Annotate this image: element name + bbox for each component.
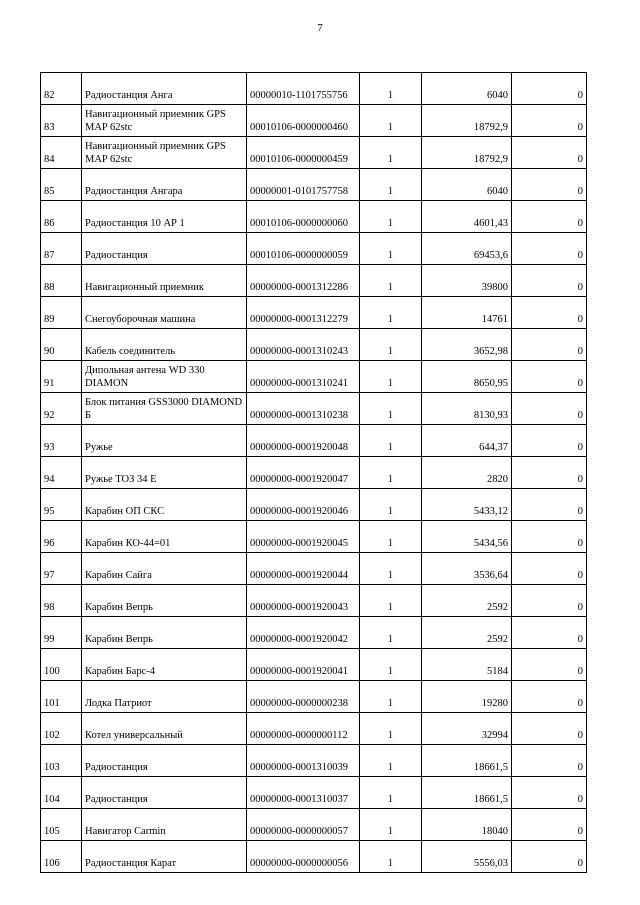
row-number-cell: 102 xyxy=(41,713,82,745)
item-name-cell: Радиостанция Анга xyxy=(82,73,247,105)
residual-value-cell: 0 xyxy=(512,841,587,873)
residual-value-cell: 0 xyxy=(512,73,587,105)
row-number-cell: 98 xyxy=(41,585,82,617)
inventory-code-cell: 00000000-0001920048 xyxy=(247,425,360,457)
quantity-cell: 1 xyxy=(360,393,422,425)
residual-value-cell: 0 xyxy=(512,329,587,361)
row-number-cell: 87 xyxy=(41,233,82,265)
inventory-code-cell: 00000000-0000000238 xyxy=(247,681,360,713)
inventory-code-cell: 00000000-0001310039 xyxy=(247,745,360,777)
quantity-cell: 1 xyxy=(360,329,422,361)
inventory-code-cell: 00000000-0001920046 xyxy=(247,489,360,521)
table-row xyxy=(41,73,587,105)
residual-value-cell: 0 xyxy=(512,585,587,617)
amount-cell: 69453,6 xyxy=(422,233,512,265)
residual-value-cell: 0 xyxy=(512,649,587,681)
inventory-table xyxy=(40,72,587,873)
residual-value-cell: 0 xyxy=(512,745,587,777)
table-row xyxy=(41,297,587,329)
item-name-cell: Котел универсальный xyxy=(82,713,247,745)
item-name-cell: Радиостанция xyxy=(82,233,247,265)
residual-value-cell: 0 xyxy=(512,425,587,457)
item-name-cell: Карабин Вепрь xyxy=(82,617,247,649)
table-row xyxy=(41,169,587,201)
page-number: 7 xyxy=(317,22,323,34)
table-row xyxy=(41,329,587,361)
amount-cell: 6040 xyxy=(422,73,512,105)
row-number-cell: 95 xyxy=(41,489,82,521)
item-name-cell: Радиостанция 10 АР 1 xyxy=(82,201,247,233)
quantity-cell: 1 xyxy=(360,297,422,329)
table-row xyxy=(41,777,587,809)
row-number-cell: 86 xyxy=(41,201,82,233)
table-row xyxy=(41,521,587,553)
amount-cell: 18792,9 xyxy=(422,105,512,137)
row-number-cell: 104 xyxy=(41,777,82,809)
item-name-cell: Карабин ОП СКС xyxy=(82,489,247,521)
inventory-code-cell: 00000000-0001920042 xyxy=(247,617,360,649)
table-row xyxy=(41,265,587,297)
row-number-cell: 83 xyxy=(41,105,82,137)
inventory-table-body xyxy=(41,73,587,873)
row-number-cell: 101 xyxy=(41,681,82,713)
item-name-cell: Карабин Сайга xyxy=(82,553,247,585)
row-number-cell: 93 xyxy=(41,425,82,457)
inventory-code-cell: 00000000-0000000056 xyxy=(247,841,360,873)
residual-value-cell: 0 xyxy=(512,137,587,169)
amount-cell: 5434,56 xyxy=(422,521,512,553)
inventory-code-cell: 00010106-0000000459 xyxy=(247,137,360,169)
residual-value-cell: 0 xyxy=(512,521,587,553)
inventory-code-cell: 00000000-0000000112 xyxy=(247,713,360,745)
quantity-cell: 1 xyxy=(360,809,422,841)
residual-value-cell: 0 xyxy=(512,809,587,841)
quantity-cell: 1 xyxy=(360,489,422,521)
quantity-cell: 1 xyxy=(360,713,422,745)
row-number-cell: 84 xyxy=(41,137,82,169)
table-row xyxy=(41,649,587,681)
inventory-code-cell: 00000001-0101757758 xyxy=(247,169,360,201)
inventory-code-cell: 00010106-0000000460 xyxy=(247,105,360,137)
quantity-cell: 1 xyxy=(360,745,422,777)
amount-cell: 8650,95 xyxy=(422,361,512,393)
item-name-cell: Навигатор Carmin xyxy=(82,809,247,841)
row-number-cell: 85 xyxy=(41,169,82,201)
amount-cell: 644,37 xyxy=(422,425,512,457)
row-number-cell: 89 xyxy=(41,297,82,329)
quantity-cell: 1 xyxy=(360,105,422,137)
residual-value-cell: 0 xyxy=(512,617,587,649)
quantity-cell: 1 xyxy=(360,521,422,553)
item-name-cell: Карабин Вепрь xyxy=(82,585,247,617)
quantity-cell: 1 xyxy=(360,73,422,105)
amount-cell: 2592 xyxy=(422,617,512,649)
table-row xyxy=(41,745,587,777)
row-number-cell: 105 xyxy=(41,809,82,841)
residual-value-cell: 0 xyxy=(512,105,587,137)
inventory-code-cell: 00000000-0001920041 xyxy=(247,649,360,681)
table-row xyxy=(41,681,587,713)
quantity-cell: 1 xyxy=(360,617,422,649)
table-row xyxy=(41,841,587,873)
quantity-cell: 1 xyxy=(360,361,422,393)
amount-cell: 2820 xyxy=(422,457,512,489)
residual-value-cell: 0 xyxy=(512,265,587,297)
quantity-cell: 1 xyxy=(360,425,422,457)
item-name-cell: Лодка Патриот xyxy=(82,681,247,713)
item-name-cell: Карабин Барс-4 xyxy=(82,649,247,681)
amount-cell: 18040 xyxy=(422,809,512,841)
item-name-cell: Радиостанция Карат xyxy=(82,841,247,873)
row-number-cell: 97 xyxy=(41,553,82,585)
row-number-cell: 91 xyxy=(41,361,82,393)
quantity-cell: 1 xyxy=(360,201,422,233)
amount-cell: 18661,5 xyxy=(422,745,512,777)
row-number-cell: 106 xyxy=(41,841,82,873)
row-number-cell: 100 xyxy=(41,649,82,681)
residual-value-cell: 0 xyxy=(512,457,587,489)
table-row xyxy=(41,201,587,233)
residual-value-cell: 0 xyxy=(512,681,587,713)
amount-cell: 39800 xyxy=(422,265,512,297)
table-row xyxy=(41,809,587,841)
table-row xyxy=(41,233,587,265)
inventory-code-cell: 00000000-0001920047 xyxy=(247,457,360,489)
row-number-cell: 96 xyxy=(41,521,82,553)
inventory-code-cell: 00000000-0001310037 xyxy=(247,777,360,809)
row-number-cell: 82 xyxy=(41,73,82,105)
amount-cell: 18661,5 xyxy=(422,777,512,809)
inventory-code-cell: 00000000-0001312286 xyxy=(247,265,360,297)
table-row xyxy=(41,713,587,745)
residual-value-cell: 0 xyxy=(512,169,587,201)
quantity-cell: 1 xyxy=(360,585,422,617)
item-name-cell: Ружье xyxy=(82,425,247,457)
residual-value-cell: 0 xyxy=(512,777,587,809)
inventory-code-cell: 00000000-0001920043 xyxy=(247,585,360,617)
amount-cell: 2592 xyxy=(422,585,512,617)
table-row xyxy=(41,553,587,585)
residual-value-cell: 0 xyxy=(512,361,587,393)
row-number-cell: 99 xyxy=(41,617,82,649)
amount-cell: 5556,03 xyxy=(422,841,512,873)
quantity-cell: 1 xyxy=(360,169,422,201)
item-name-cell: Дипольная антена WD 330 DIAMON xyxy=(82,361,247,393)
inventory-code-cell: 00000000-0001310243 xyxy=(247,329,360,361)
inventory-code-cell: 00010106-0000000060 xyxy=(247,201,360,233)
table-row xyxy=(41,425,587,457)
item-name-cell: Блок питания GSS3000 DIAMOND Б xyxy=(82,393,247,425)
amount-cell: 6040 xyxy=(422,169,512,201)
item-name-cell: Снегоуборочная машина xyxy=(82,297,247,329)
quantity-cell: 1 xyxy=(360,777,422,809)
quantity-cell: 1 xyxy=(360,841,422,873)
table-row xyxy=(41,137,587,169)
table-row xyxy=(41,457,587,489)
amount-cell: 3536,64 xyxy=(422,553,512,585)
item-name-cell: Ружье ТОЗ 34 Е xyxy=(82,457,247,489)
inventory-code-cell: 00000000-0001920045 xyxy=(247,521,360,553)
amount-cell: 3652,98 xyxy=(422,329,512,361)
table-row xyxy=(41,489,587,521)
row-number-cell: 92 xyxy=(41,393,82,425)
table-row xyxy=(41,105,587,137)
quantity-cell: 1 xyxy=(360,457,422,489)
amount-cell: 14761 xyxy=(422,297,512,329)
item-name-cell: Радиостанция xyxy=(82,745,247,777)
amount-cell: 19280 xyxy=(422,681,512,713)
quantity-cell: 1 xyxy=(360,553,422,585)
quantity-cell: 1 xyxy=(360,649,422,681)
amount-cell: 8130,93 xyxy=(422,393,512,425)
row-number-cell: 103 xyxy=(41,745,82,777)
item-name-cell: Навигационный приемник GPS MAP 62stc xyxy=(82,137,247,169)
residual-value-cell: 0 xyxy=(512,553,587,585)
item-name-cell: Радиостанция Ангара xyxy=(82,169,247,201)
item-name-cell: Карабин КО-44=01 xyxy=(82,521,247,553)
amount-cell: 5184 xyxy=(422,649,512,681)
table-row xyxy=(41,617,587,649)
residual-value-cell: 0 xyxy=(512,489,587,521)
row-number-cell: 88 xyxy=(41,265,82,297)
residual-value-cell: 0 xyxy=(512,297,587,329)
table-row xyxy=(41,393,587,425)
row-number-cell: 94 xyxy=(41,457,82,489)
item-name-cell: Навигационный приемник GPS MAP 62stc xyxy=(82,105,247,137)
row-number-cell: 90 xyxy=(41,329,82,361)
table-row xyxy=(41,585,587,617)
quantity-cell: 1 xyxy=(360,681,422,713)
table-row xyxy=(41,361,587,393)
quantity-cell: 1 xyxy=(360,233,422,265)
inventory-code-cell: 00010106-0000000059 xyxy=(247,233,360,265)
inventory-code-cell: 00000000-0001310241 xyxy=(247,361,360,393)
item-name-cell: Навигационный приемник xyxy=(82,265,247,297)
inventory-code-cell: 00000000-0001312279 xyxy=(247,297,360,329)
inventory-code-cell: 00000000-0000000057 xyxy=(247,809,360,841)
item-name-cell: Кабель соединитель xyxy=(82,329,247,361)
amount-cell: 5433,12 xyxy=(422,489,512,521)
residual-value-cell: 0 xyxy=(512,233,587,265)
quantity-cell: 1 xyxy=(360,137,422,169)
inventory-code-cell: 00000010-1101755756 xyxy=(247,73,360,105)
residual-value-cell: 0 xyxy=(512,201,587,233)
inventory-code-cell: 00000000-0001310238 xyxy=(247,393,360,425)
amount-cell: 18792,9 xyxy=(422,137,512,169)
inventory-code-cell: 00000000-0001920044 xyxy=(247,553,360,585)
residual-value-cell: 0 xyxy=(512,713,587,745)
amount-cell: 4601,43 xyxy=(422,201,512,233)
residual-value-cell: 0 xyxy=(512,393,587,425)
item-name-cell: Радиостанция xyxy=(82,777,247,809)
amount-cell: 32994 xyxy=(422,713,512,745)
quantity-cell: 1 xyxy=(360,265,422,297)
